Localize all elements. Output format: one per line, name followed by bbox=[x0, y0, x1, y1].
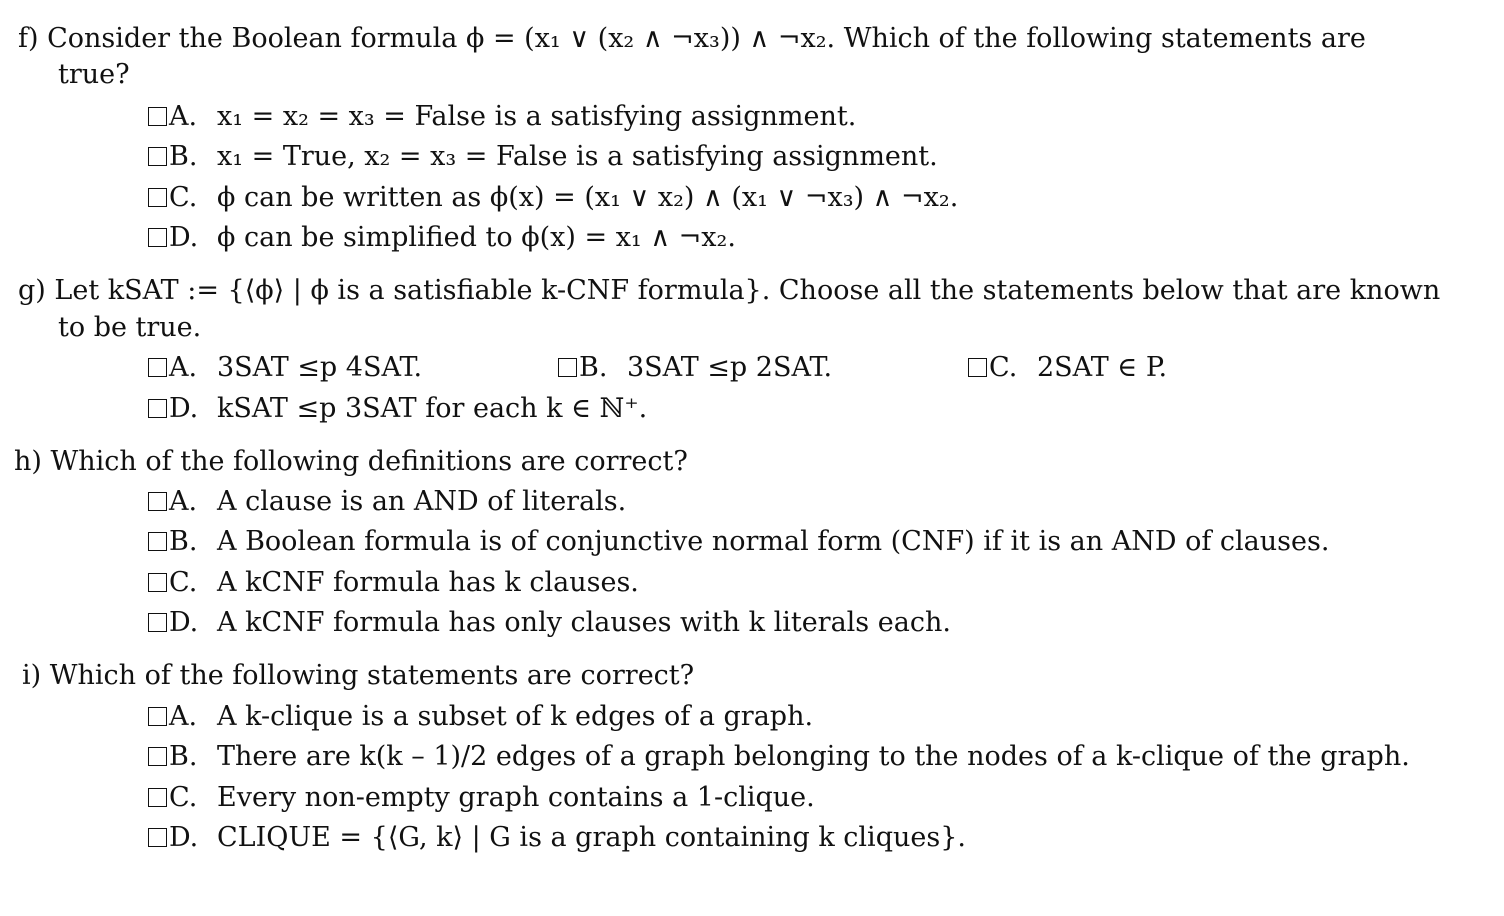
checkbox[interactable] bbox=[148, 188, 167, 207]
question-f-option-d[interactable] bbox=[148, 221, 736, 255]
checkbox[interactable] bbox=[148, 573, 167, 592]
question-h-option-c[interactable] bbox=[148, 566, 639, 600]
question-g-text: Let kSAT := {⟨ϕ⟩ | ϕ is a satisfiable k-CNF formula}. Choose all the statements below that are known bbox=[54, 275, 1441, 306]
option-letter: C. bbox=[169, 182, 198, 213]
option-letter: A. bbox=[169, 101, 198, 132]
option-text: A kCNF formula has only clauses with k literals each. bbox=[217, 607, 951, 638]
option-text: 3SAT ≤p 4SAT. bbox=[217, 352, 423, 383]
question-i-option-c[interactable] bbox=[148, 781, 815, 815]
question-f-stem-line2: true? bbox=[58, 59, 130, 90]
question-g-label: g) bbox=[18, 275, 46, 306]
checkbox[interactable] bbox=[148, 828, 167, 847]
option-letter: A. bbox=[169, 486, 198, 517]
option-letter: C. bbox=[169, 567, 198, 598]
option-text: Every non-empty graph contains a 1-clique. bbox=[217, 782, 815, 813]
option-text: There are k(k – 1)/2 edges of a graph belonging to the nodes of a k-clique of the graph. bbox=[217, 741, 1410, 772]
option-letter: C. bbox=[989, 352, 1018, 383]
question-f-stem-line1 bbox=[18, 22, 1366, 56]
checkbox[interactable] bbox=[558, 358, 577, 377]
option-text: A k-clique is a subset of k edges of a graph. bbox=[217, 701, 814, 732]
question-g-option-b[interactable] bbox=[558, 351, 832, 385]
option-text: kSAT ≤p 3SAT for each k ∈ ℕ⁺. bbox=[217, 393, 648, 424]
question-g-option-c[interactable] bbox=[968, 351, 1167, 385]
option-text: 3SAT ≤p 2SAT. bbox=[627, 352, 833, 383]
checkbox[interactable] bbox=[148, 613, 167, 632]
question-i-text: Which of the following statements are correct? bbox=[49, 660, 695, 691]
option-letter: D. bbox=[169, 222, 199, 253]
question-i-option-a[interactable] bbox=[148, 700, 813, 734]
question-i-option-b[interactable] bbox=[148, 740, 1410, 774]
option-text: A kCNF formula has k clauses. bbox=[217, 567, 639, 598]
checkbox[interactable] bbox=[148, 358, 167, 377]
option-text: ϕ can be simplified to ϕ(x) = x₁ ∧ ¬x₂. bbox=[217, 222, 736, 253]
question-h-stem-line1 bbox=[14, 445, 688, 479]
option-letter: C. bbox=[169, 782, 198, 813]
checkbox[interactable] bbox=[148, 532, 167, 551]
question-g-option-d[interactable] bbox=[148, 392, 647, 426]
checkbox[interactable] bbox=[148, 747, 167, 766]
question-h-option-b[interactable] bbox=[148, 525, 1329, 559]
question-h-text: Which of the following definitions are correct? bbox=[50, 446, 688, 477]
option-letter: B. bbox=[169, 741, 198, 772]
option-text: A Boolean formula is of conjunctive normal form (CNF) if it is an AND of clauses. bbox=[217, 526, 1330, 557]
option-letter: A. bbox=[169, 352, 198, 383]
checkbox[interactable] bbox=[148, 788, 167, 807]
option-letter: D. bbox=[169, 393, 199, 424]
option-letter: B. bbox=[169, 141, 198, 172]
option-letter: D. bbox=[169, 822, 199, 853]
question-f-text: Consider the Boolean formula ϕ = (x₁ ∨ (x₂ ∧ ¬x₃)) ∧ ¬x₂. Which of the following statements are bbox=[47, 23, 1366, 54]
question-i-stem-line1 bbox=[22, 659, 694, 693]
question-h-option-d[interactable] bbox=[148, 606, 951, 640]
question-f-option-b[interactable] bbox=[148, 140, 938, 174]
option-text: A clause is an AND of literals. bbox=[217, 486, 627, 517]
option-text: x₁ = x₂ = x₃ = False is a satisfying assignment. bbox=[217, 101, 857, 132]
option-letter: A. bbox=[169, 701, 198, 732]
question-i-label: i) bbox=[22, 660, 42, 691]
question-f-option-c[interactable] bbox=[148, 181, 958, 215]
question-g-stem-line1 bbox=[18, 274, 1440, 308]
checkbox[interactable] bbox=[148, 147, 167, 166]
option-text: x₁ = True, x₂ = x₃ = False is a satisfying assignment. bbox=[217, 141, 938, 172]
question-g-stem-line2: to be true. bbox=[58, 312, 202, 343]
option-letter: D. bbox=[169, 607, 199, 638]
checkbox[interactable] bbox=[968, 358, 987, 377]
checkbox[interactable] bbox=[148, 228, 167, 247]
option-letter: B. bbox=[169, 526, 198, 557]
option-text: ϕ can be written as ϕ(x) = (x₁ ∨ x₂) ∧ (x₁ ∨ ¬x₃) ∧ ¬x₂. bbox=[217, 182, 959, 213]
question-i-option-d[interactable] bbox=[148, 821, 966, 855]
question-g-option-a[interactable] bbox=[148, 351, 422, 385]
option-text: CLIQUE = {⟨G, k⟩ | G is a graph containing k cliques}. bbox=[217, 822, 966, 853]
question-h-label: h) bbox=[14, 446, 42, 477]
option-letter: B. bbox=[579, 352, 608, 383]
checkbox[interactable] bbox=[148, 492, 167, 511]
option-text: 2SAT ∈ P. bbox=[1037, 352, 1168, 383]
question-f-label: f) bbox=[18, 23, 39, 54]
checkbox[interactable] bbox=[148, 399, 167, 418]
checkbox[interactable] bbox=[148, 107, 167, 126]
question-h-option-a[interactable] bbox=[148, 485, 626, 519]
checkbox[interactable] bbox=[148, 707, 167, 726]
question-f-option-a[interactable] bbox=[148, 100, 856, 134]
